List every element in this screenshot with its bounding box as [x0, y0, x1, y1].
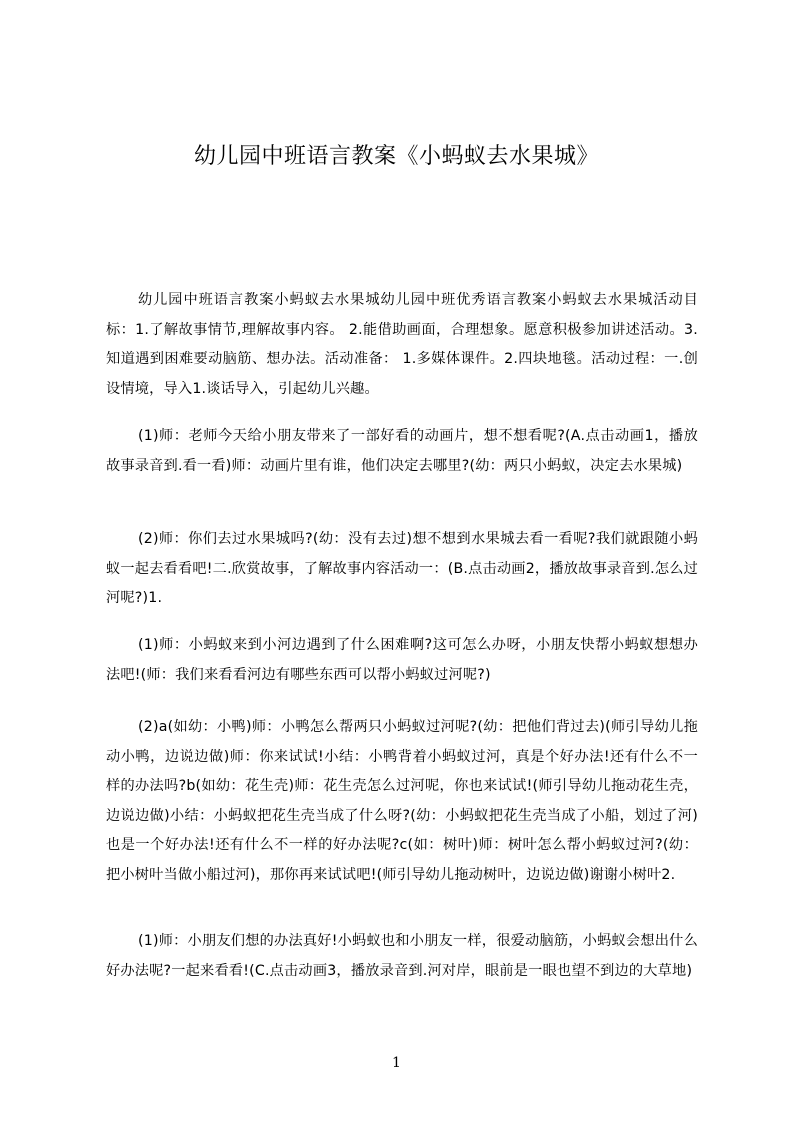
- paragraph-step-2: (2)师：你们去过水果城吗?(幼：没有去过)想不想到水果城去看一看呢?我们就跟随小蚂蚁一起去看看吧!二.欣赏故事，了解故事内容活动一：(B.点击动画2，播放故事录音到.怎么过河呢?)1.: [106, 531, 698, 606]
- page-number: 1: [392, 1055, 401, 1071]
- paragraph-river-problem: (1)师：小蚂蚁来到小河边遇到了什么困难啊?这可怎么办呀，小朋友快帮小蚂蚁想想办法吧!(师：我们来看看河边有哪些东西可以帮小蚂蚁过河呢?): [106, 637, 698, 683]
- paragraph-animation-3: (1)师：小朋友们想的办法真好!小蚂蚁也和小朋友一样，很爱动脑筋，小蚂蚁会想出什么好办法呢?一起来看看!(C.点击动画3，播放录音到.河对岸，眼前是一眼也望不到边的大草地): [106, 933, 698, 979]
- paragraph-intro: 幼儿园中班语言教案小蚂蚁去水果城幼儿园中班优秀语言教案小蚂蚁去水果城活动目标：1.了解故事情节,理解故事内容。 2.能借助画面，合理想象。愿意积极参加讲述活动。3.知道遇到困难要动脑筋、想办法。活动准备： 1.多媒体课件。2.四块地毯。活动过程：一.创设情境，导入1.谈话导入，引起幼儿兴趣。: [106, 292, 698, 397]
- paragraph-crossing-methods: (2)a(如幼：小鸭)师：小鸭怎么帮两只小蚂蚁过河呢?(幼：把他们背过去)(师引导幼儿拖动小鸭，边说边做)师：你来试试!小结：小鸭背着小蚂蚁过河，真是个好办法!还有什么不一样的办法吗?b(如幼：花生壳)师：花生壳怎么过河呢，你也来试试!(师引导幼儿拖动花生壳，边说边做)小结：小蚂蚁把花生壳当成了什么呀?(幼：小蚂蚁把花生壳当成了小船，划过了河)也是一个好办法!还有什么不一样的好办法呢?c(如：树叶)师：树叶怎么帮小蚂蚁过河?(幼：把小树叶当做小船过河)，那你再来试试吧!(师引导幼儿拖动树叶，边说边做)谢谢小树叶2.: [106, 719, 698, 883]
- paragraph-step-1: (1)师：老师今天给小朋友带来了一部好看的动画片，想不想看呢?(A.点击动画1，播放故事录音到.看一看)师：动画片里有谁，他们决定去哪里?(幼：两只小蚂蚁，决定去水果城): [106, 428, 698, 474]
- document-title: 幼儿园中班语言教案《小蚂蚁去水果城》: [193, 144, 599, 169]
